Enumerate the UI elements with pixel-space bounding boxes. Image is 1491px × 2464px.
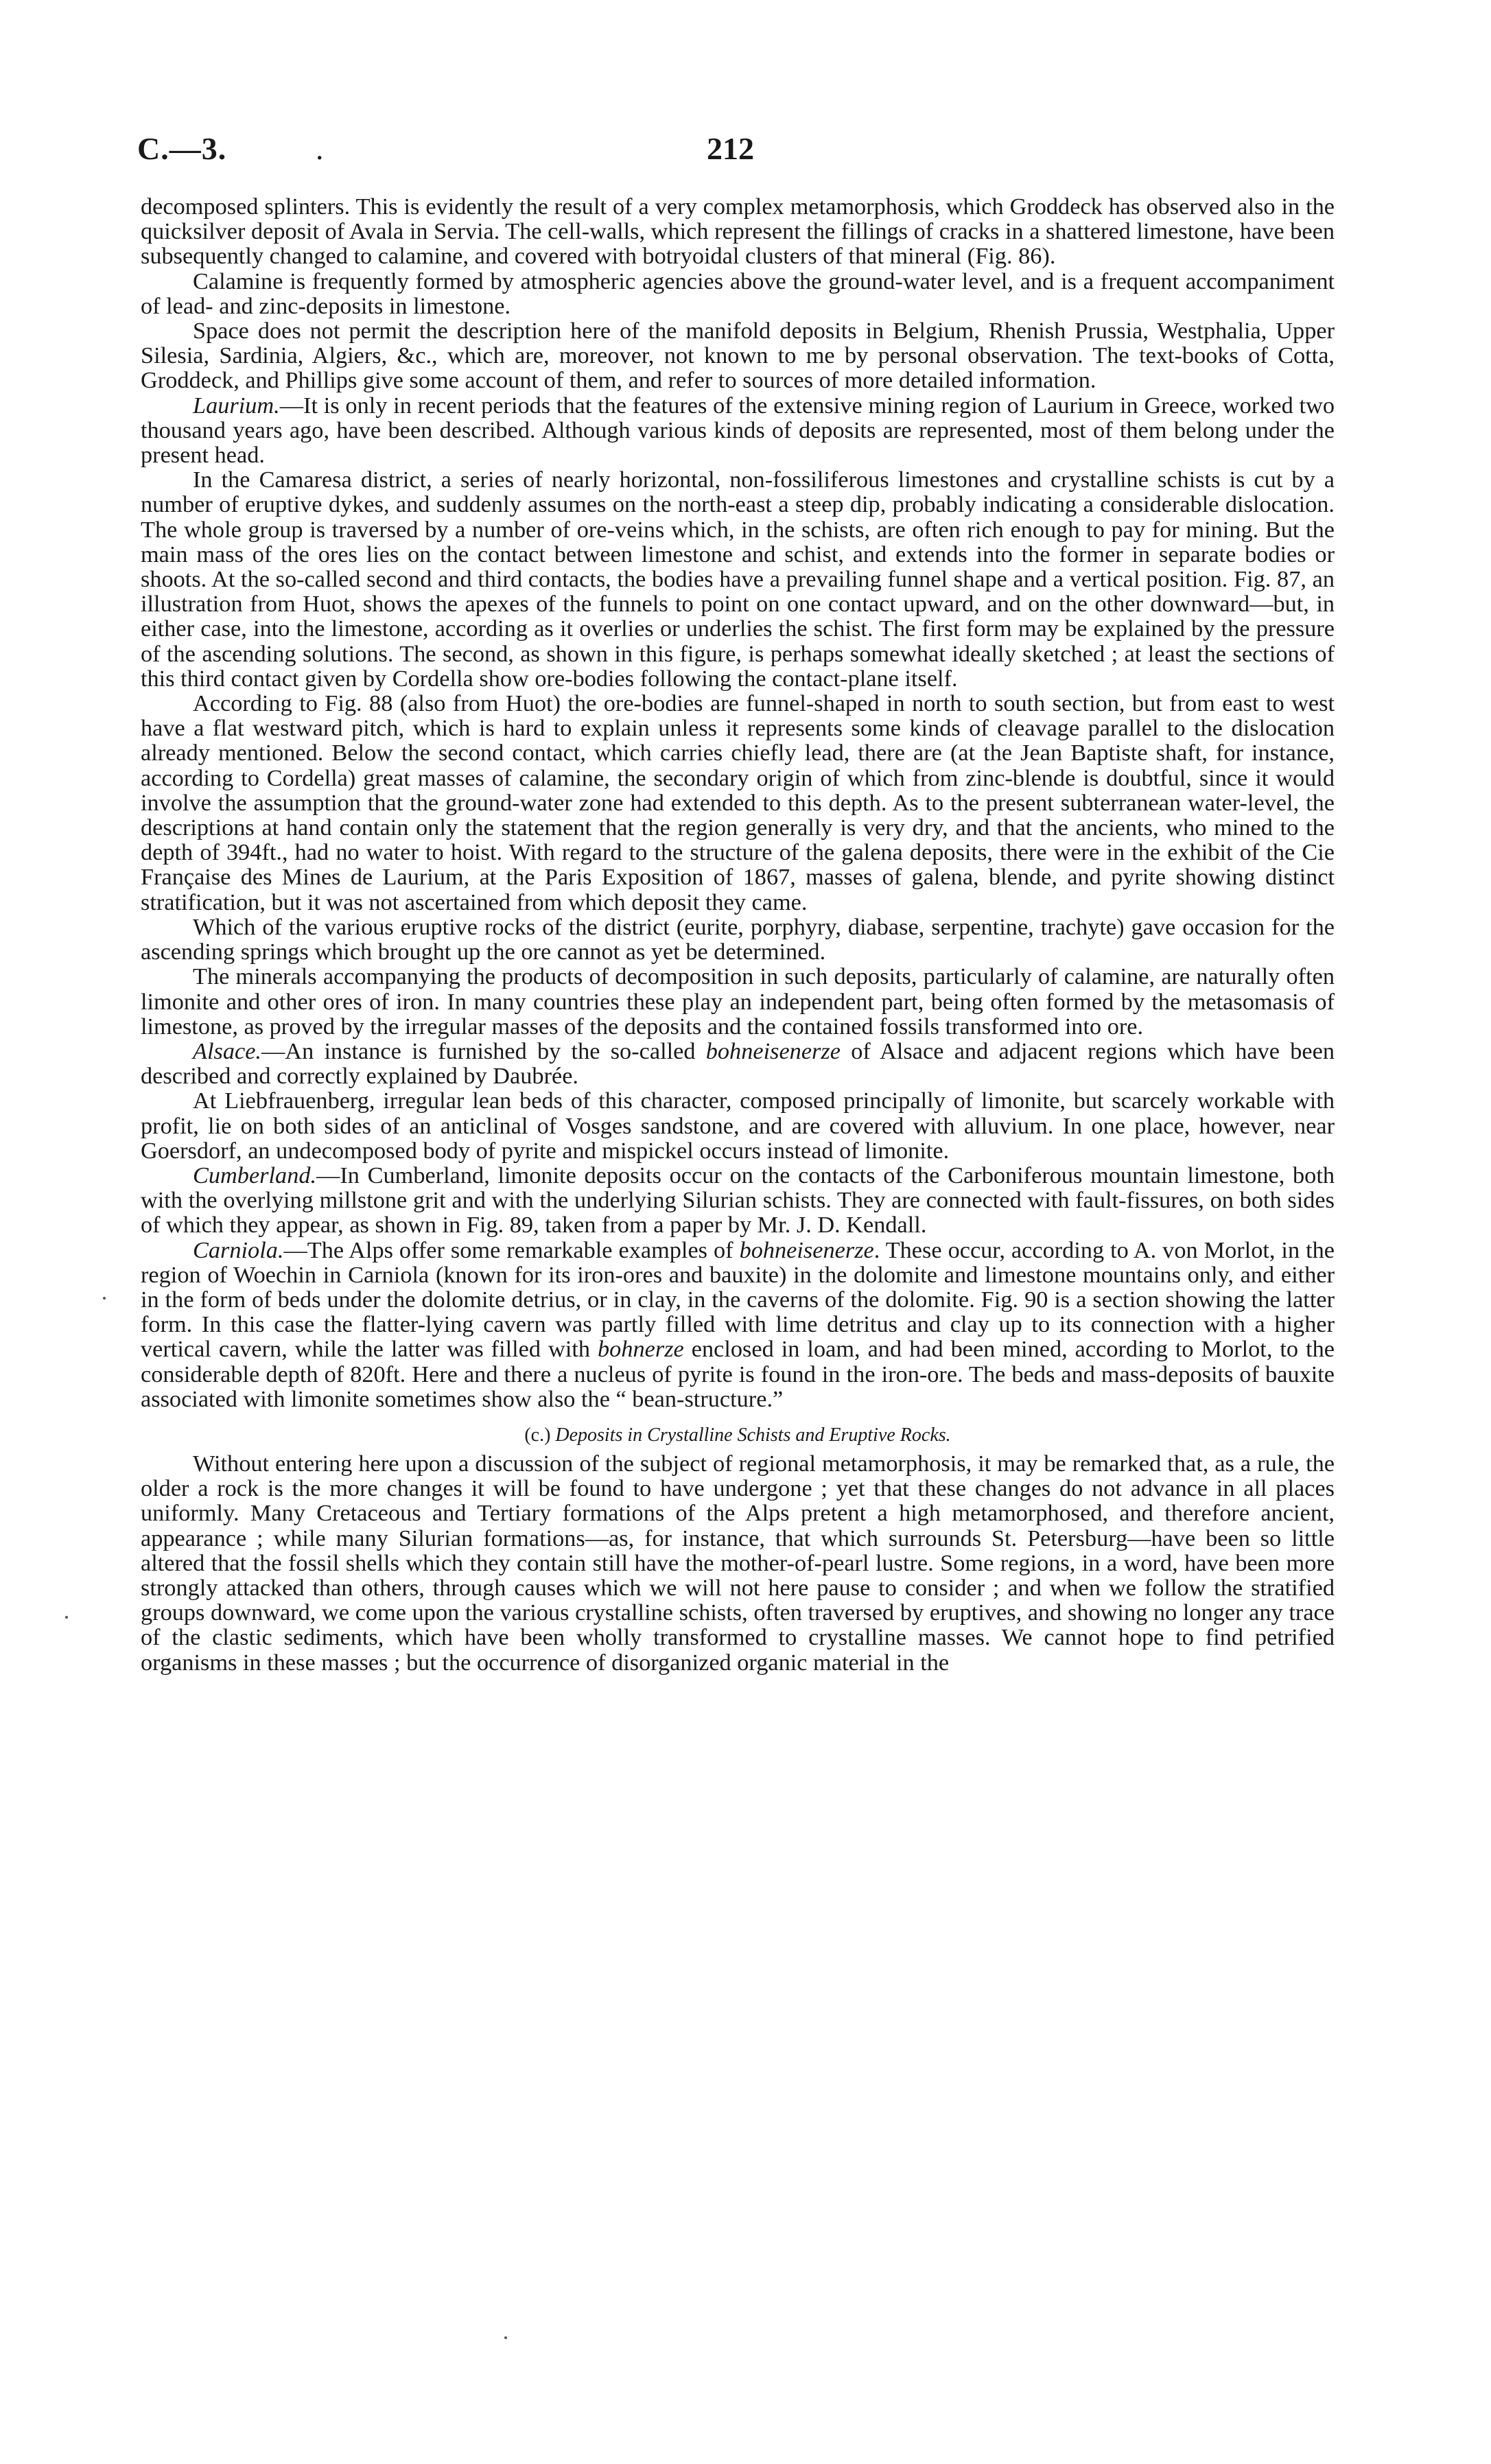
paragraph-text: At Liebfrauenberg, irregular lean beds of this character, composed principally of limonite, but scarcely workable with profit, lie on both sides of an anticlinal of Vosges sandstone, and are covered with alluvium. In one place, however, near Goersdorf, an undecomposed body of pyrite and mispickel occurs instead of limonite. — [141, 1088, 1335, 1164]
paragraph-carniola — [141, 1238, 1335, 1411]
header-separator: . — [316, 131, 324, 166]
italic-term: bohneisenerze — [739, 1236, 874, 1263]
paragraph-text: Without entering here upon a discussion of the subject of regional metamorphosis, it may be remarked that, as a rule, the older a rock is the more changes it will be found to have undergone ; yet that these changes do not advance in all places uniformly. Many Cretaceous and Tertiary formations of the Alps pretent a high metamorphosed, and therefore ancient, appearance ; while many Silurian formations—as, for instance, that which surrounds St. Petersburg—have been so little altered that the fossil shells which they contain still have the mother-of-pearl lustre. Some regions, in a word, have been more strongly attacked than others, through causes which we will not here pause to consider ; and when we follow the stratified groups downward, we come upon the various crystalline schists, often traversed by eruptives, and showing no longer any trace of the clastic sediments, which have been wholly transformed to crystalline masses. We cannot hope to find petrified organisms in these masses ; but the occurrence of disorganized organic material in the — [141, 1450, 1335, 1676]
section-title: Deposits in Crystalline Schists and Eruptive Rocks. — [555, 1424, 951, 1446]
paragraph-text: enclosed in loam, and had been mined, according to Morlot, to the considerable depth of 820ft. Here and there a nucleus of pyrite is found in the iron-ore. The beds and mass-deposits of bauxite associated with limonite sometimes show also the “ bean-structure.” — [141, 1336, 1335, 1412]
paragraph — [141, 964, 1335, 1039]
paragraph-laurium — [141, 393, 1335, 468]
paragraph-text: —The Alps offer some remarkable examples of — [283, 1236, 740, 1263]
italic-term: bohnerze — [598, 1336, 684, 1363]
side-heading-laurium: Laurium. — [193, 392, 280, 419]
paragraph — [141, 691, 1335, 915]
paragraph — [141, 1088, 1335, 1163]
paragraph-text: of Alsace and adjacent regions which have been described and correctly explained by Daubrée. — [141, 1037, 1335, 1090]
section-number: (c.) — [524, 1424, 551, 1446]
paragraph — [141, 269, 1335, 318]
print-speck — [65, 1616, 68, 1619]
paragraph-text: Space does not permit the description here of the manifold deposits in Belgium, Rhenish Prussia, Westphalia, Upper Silesia, Sardinia, Algiers, &c., which are, moreover, not known to me by personal observation. The text-books of Cotta, Groddeck, and Phillips give some account of them, and refer to sources of more detailed information. — [141, 318, 1335, 394]
paragraph-cumberland — [141, 1163, 1335, 1238]
paragraph-text: decomposed splinters. This is evidently the result of a very complex metamorphosis, which Groddeck has observed also in the quicksilver deposit of Avala in Servia. The cell-walls, which represent the fillings of cracks in a shattered limestone, have been subsequently changed to calamine, and covered with botryoidal clusters of that mineral (Fig. 86). — [141, 193, 1335, 270]
paragraph-text: Calamine is frequently formed by atmospheric agencies above the ground-water level, and is a frequent accompaniment of lead- and zinc-deposits in limestone. — [141, 268, 1335, 319]
page-number: 212 — [707, 131, 754, 166]
paragraph-alsace — [141, 1039, 1335, 1088]
side-heading-cumberland: Cumberland. — [193, 1162, 317, 1188]
paragraph-text: Which of the various eruptive rocks of the district (eurite, porphyry, diabase, serpentine, trachyte) gave occasion for the ascending springs which brought up the ore cannot as yet be determined. — [141, 913, 1335, 965]
section-heading — [141, 1424, 1335, 1447]
side-heading-carniola: Carniola. — [193, 1236, 284, 1263]
italic-term: bohneisenerze — [705, 1037, 841, 1064]
side-heading-alsace: Alsace. — [193, 1037, 261, 1064]
paragraph-text: —It is only in recent periods that the features of the extensive mining region of Laurium in Greece, worked two thousand years ago, have been described. Although various kinds of deposits are represented, most of them belong under the present head. — [141, 392, 1335, 469]
document-reference: C.—3. — [137, 131, 227, 166]
paragraph-text: According to Fig. 88 (also from Huot) the ore-bodies are funnel-shaped in north to south section, but from east to west have a flat westward pitch, which is hard to explain unless it represents some kinds of cleavage parallel to the dislocation already mentioned. Below the second contact, which carries chiefly lead, there are (at the Jean Baptiste shaft, for instance, according to Cordella) great masses of calamine, the secondary origin of which from zinc-blende is doubtful, since it would involve the assumption that the ground-water zone had extended to this depth. As to the present subterranean water-level, the descriptions at hand contain only the statement that the region generally is very dry, and that the ancients, who mined to the depth of 394ft., had no water to hoist. With regard to the structure of the galena deposits, there were in the exhibit of the Cie Française des Mines de Laurium, at the Paris Exposition of 1867, masses of galena, blende, and pyrite showing distinct stratification, but it was not ascertained from which deposit they came. — [141, 690, 1335, 915]
paragraph-text: —An instance is furnished by the so-called — [261, 1037, 706, 1064]
paragraph — [141, 1451, 1335, 1675]
paragraph — [141, 467, 1335, 691]
paragraph — [141, 194, 1335, 269]
body-text — [141, 194, 1335, 1675]
paragraph — [141, 318, 1335, 393]
paragraph-text: —In Cumberland, limonite deposits occur on the contacts of the Carboniferous mountain limestone, both with the overlying millstone grit and with the underlying Silurian schists. They are connected with fault-fissures, on both sides of which they appear, as shown in Fig. 89, taken from a paper by Mr. J. D. Kendall. — [141, 1162, 1335, 1239]
print-speck — [504, 2336, 507, 2339]
paragraph — [141, 915, 1335, 964]
paragraph-text: . These occur, according to A. von Morlot, in the region of Woechin in Carniola (known for its iron-ores and bauxite) in the dolomite and limestone mountains only, and either in the form of beds under the dolomite detrius, or in clay, in the caverns of the dolomite. Fig. 90 is a section showing the latter form. In this case the flatter-lying cavern was partly filled with lime detritus and clay up to its connection with a higher vertical cavern, while the latter was filled with — [141, 1236, 1335, 1363]
print-speck — [103, 1297, 106, 1300]
paragraph-text: In the Camaresa district, a series of nearly horizontal, non-fossiliferous limestones and crystalline schists is cut by a number of eruptive dykes, and suddenly assumes on the north-east a steep dip, probably indicating a considerable dislocation. The whole group is traversed by a number of ore-veins which, in the schists, are often rich enough to pay for mining. But the main mass of the ores lies on the contact between limestone and schist, and extends into the former in separate bodies or shoots. At the so-called second and third contacts, the bodies have a prevailing funnel shape and a vertical position. Fig. 87, an illustration from Huot, shows the apexes of the funnels to point on one contact upward, and on the other downward—but, in either case, into the limestone, according as it overlies or underlies the schist. The first form may be explained by the pressure of the ascending solutions. The second, as shown in this figure, is perhaps somewhat ideally sketched ; at least the sections of this third contact given by Cordella show ore-bodies following the contact-plane itself. — [141, 467, 1335, 692]
paragraph-text: The minerals accompanying the products of decomposition in such deposits, particularly of calamine, are naturally often limonite and other ores of iron. In many countries these play an independent part, being often formed by the metasomasis of limestone, as proved by the irregular masses of the deposits and the contained fossils transformed into ore. — [141, 963, 1335, 1040]
running-header — [137, 130, 1331, 172]
